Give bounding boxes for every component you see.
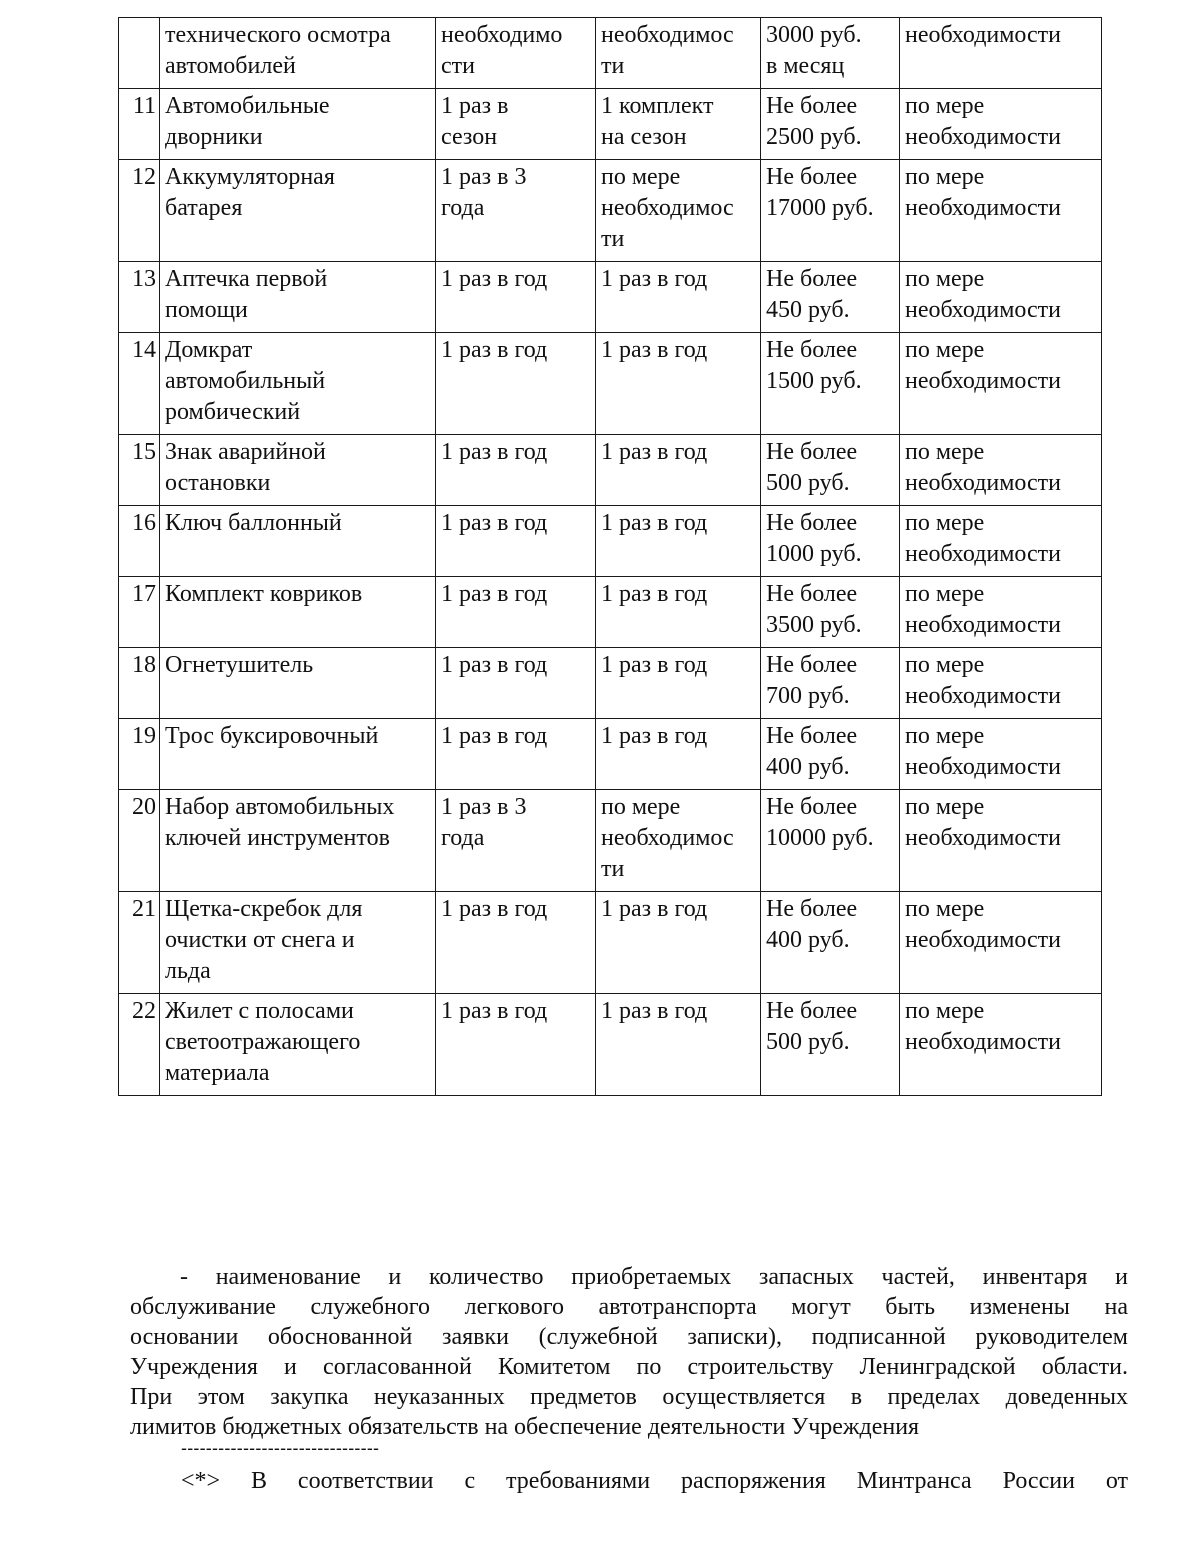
item-name-cell bbox=[160, 89, 436, 160]
table-row bbox=[119, 892, 1102, 994]
cell-text-line: автомобилей bbox=[165, 53, 296, 79]
cell-text-line: Не более bbox=[766, 794, 858, 820]
table-row bbox=[119, 719, 1102, 790]
cell-text-line: Автомобильные bbox=[165, 93, 330, 119]
cell-text-line: 1 раз в год bbox=[441, 581, 548, 607]
cell-text-line: года bbox=[441, 195, 485, 221]
cell-text-line: по мере bbox=[905, 164, 985, 190]
quantity-cell bbox=[596, 719, 761, 790]
cell-text-line: Щетка-скребок для bbox=[165, 896, 363, 922]
cell-text-line: 400 руб. bbox=[766, 927, 850, 953]
cell-text-line: по мере bbox=[905, 998, 985, 1024]
item-name-cell bbox=[160, 577, 436, 648]
cell-text-line: Не более bbox=[766, 337, 858, 363]
quantity-cell bbox=[596, 506, 761, 577]
replacement-cell bbox=[900, 790, 1102, 892]
cell-text-line: 1 комплект bbox=[601, 93, 714, 119]
replacement-cell bbox=[900, 89, 1102, 160]
paragraph-line: - наименование и количество приобретаемых запасных частей, инвентаря и bbox=[180, 1264, 1128, 1290]
cell-text-line: необходимости bbox=[905, 683, 1062, 709]
price-cell bbox=[761, 577, 900, 648]
cell-text-line: 1 раз в год bbox=[441, 337, 548, 363]
cell-text-line: 10000 руб. bbox=[766, 825, 874, 851]
cell-text-line: батарея bbox=[165, 195, 243, 221]
table-row bbox=[119, 577, 1102, 648]
item-name-cell bbox=[160, 262, 436, 333]
cell-text-line: 3000 руб. bbox=[766, 22, 862, 48]
cell-text-line: по мере bbox=[905, 581, 985, 607]
quantity-cell bbox=[596, 333, 761, 435]
cell-text-line: сезон bbox=[441, 124, 498, 150]
quantity-cell bbox=[596, 435, 761, 506]
replacement-cell bbox=[900, 719, 1102, 790]
cell-text-line: 17000 руб. bbox=[766, 195, 874, 221]
frequency-cell bbox=[436, 506, 596, 577]
cell-text-line: в месяц bbox=[766, 53, 845, 79]
cell-text-line: по мере bbox=[905, 723, 985, 749]
cell-text-line: необходимос bbox=[601, 825, 734, 851]
item-name-cell bbox=[160, 18, 436, 89]
frequency-cell bbox=[436, 719, 596, 790]
item-name-cell bbox=[160, 160, 436, 262]
cell-text-line: очистки от снега и bbox=[165, 927, 355, 953]
quantity-cell bbox=[596, 790, 761, 892]
cell-text-line: по мере bbox=[905, 794, 985, 820]
price-cell bbox=[761, 892, 900, 994]
cell-text-line: 1 раз в год bbox=[601, 652, 708, 678]
table-row bbox=[119, 89, 1102, 160]
cell-text-line: 1 раз в год bbox=[441, 510, 548, 536]
table-row bbox=[119, 435, 1102, 506]
cell-text-line: 1 раз в год bbox=[441, 896, 548, 922]
replacement-cell bbox=[900, 648, 1102, 719]
row-number: 22 bbox=[119, 994, 160, 1096]
cell-text-line: 1 раз в bbox=[441, 93, 509, 119]
table-row bbox=[119, 790, 1102, 892]
cell-text-line: Не более bbox=[766, 93, 858, 119]
row-number: 19 bbox=[119, 719, 160, 790]
cell-text-line: 1 раз в 3 bbox=[441, 164, 527, 190]
cell-text-line: технического осмотра bbox=[165, 22, 391, 48]
row-number: 16 bbox=[119, 506, 160, 577]
cell-text-line: необходимости bbox=[905, 297, 1062, 323]
item-name-cell bbox=[160, 994, 436, 1096]
cell-text-line: необходимости bbox=[905, 195, 1062, 221]
cell-text-line: 1 раз в год bbox=[441, 723, 548, 749]
cell-text-line: Не более bbox=[766, 723, 858, 749]
cell-text-line: Не более bbox=[766, 998, 858, 1024]
table-row bbox=[119, 18, 1102, 89]
frequency-cell bbox=[436, 577, 596, 648]
cell-text-line: помощи bbox=[165, 297, 248, 323]
price-cell bbox=[761, 506, 900, 577]
cell-text-line: 500 руб. bbox=[766, 470, 850, 496]
cell-text-line: 1 раз в год bbox=[601, 510, 708, 536]
cell-text-line: на сезон bbox=[601, 124, 687, 150]
cell-text-line: 1 раз в год bbox=[601, 581, 708, 607]
cell-text-line: Не более bbox=[766, 439, 858, 465]
cell-text-line: Аптечка первой bbox=[165, 266, 328, 292]
cell-text-line: необходимости bbox=[905, 368, 1062, 394]
paragraph-line: При этом закупка неуказанных предметов осуществляется в пределах доведенных bbox=[130, 1384, 1128, 1410]
cell-text-line: 1 раз в год bbox=[601, 439, 708, 465]
cell-text-line: 1 раз в год bbox=[441, 998, 548, 1024]
frequency-cell bbox=[436, 892, 596, 994]
row-number bbox=[119, 18, 160, 89]
row-number: 18 bbox=[119, 648, 160, 719]
cell-text-line: Комплект ковриков bbox=[165, 581, 363, 607]
cell-text-line: необходимости bbox=[905, 470, 1062, 496]
cell-text-line: необходимости bbox=[905, 754, 1062, 780]
row-number: 14 bbox=[119, 333, 160, 435]
cell-text-line: Не более bbox=[766, 266, 858, 292]
quantity-cell bbox=[596, 577, 761, 648]
price-cell bbox=[761, 719, 900, 790]
cell-text-line: 1 раз в год bbox=[601, 998, 708, 1024]
cell-text-line: ключей инструментов bbox=[165, 825, 390, 851]
cell-text-line: года bbox=[441, 825, 485, 851]
cell-text-line: необходимости bbox=[905, 927, 1062, 953]
cell-text-line: Не более bbox=[766, 652, 858, 678]
cell-text-line: Домкрат bbox=[165, 337, 253, 363]
cell-text-line: необходимос bbox=[601, 22, 734, 48]
price-cell bbox=[761, 648, 900, 719]
price-cell bbox=[761, 333, 900, 435]
price-cell bbox=[761, 994, 900, 1096]
cell-text-line: Набор автомобильных bbox=[165, 794, 395, 820]
price-cell bbox=[761, 435, 900, 506]
cell-text-line: Не более bbox=[766, 581, 858, 607]
frequency-cell bbox=[436, 435, 596, 506]
cell-text-line: по мере bbox=[905, 896, 985, 922]
cell-text-line: ти bbox=[601, 53, 625, 79]
item-name-cell bbox=[160, 333, 436, 435]
cell-text-line: сти bbox=[441, 53, 475, 79]
cell-text-line: ти bbox=[601, 226, 625, 252]
table-row bbox=[119, 994, 1102, 1096]
cell-text-line: необходимости bbox=[905, 1029, 1062, 1055]
row-number: 15 bbox=[119, 435, 160, 506]
frequency-cell bbox=[436, 160, 596, 262]
cell-text-line: 1 раз в год bbox=[441, 266, 548, 292]
cell-text-line: светоотражающего bbox=[165, 1029, 361, 1055]
item-name-cell bbox=[160, 790, 436, 892]
replacement-cell bbox=[900, 994, 1102, 1096]
cell-text-line: по мере bbox=[905, 510, 985, 536]
paragraph-line: основании обоснованной заявки (служебной записки), подписанной руководителем bbox=[130, 1324, 1128, 1350]
cell-text-line: необходимо bbox=[441, 22, 563, 48]
cell-text-line: дворники bbox=[165, 124, 263, 150]
cell-text-line: 500 руб. bbox=[766, 1029, 850, 1055]
cell-text-line: 1 раз в год bbox=[601, 266, 708, 292]
price-cell bbox=[761, 18, 900, 89]
cell-text-line: ти bbox=[601, 856, 625, 882]
quantity-cell bbox=[596, 89, 761, 160]
footnote-text: <*> В соответствии с требованиями распоряжения Минтранса России от bbox=[181, 1468, 1128, 1494]
replacement-cell bbox=[900, 577, 1102, 648]
cell-text-line: по мере bbox=[601, 794, 681, 820]
cell-text-line: по мере bbox=[905, 652, 985, 678]
cell-text-line: 1500 руб. bbox=[766, 368, 862, 394]
paragraph-line: Учреждения и согласованной Комитетом по строительству Ленинградской области. bbox=[130, 1354, 1128, 1380]
cell-text-line: необходимости bbox=[905, 124, 1062, 150]
row-number: 21 bbox=[119, 892, 160, 994]
frequency-cell bbox=[436, 333, 596, 435]
frequency-cell bbox=[436, 648, 596, 719]
cell-text-line: 1 раз в год bbox=[441, 439, 548, 465]
quantity-cell bbox=[596, 262, 761, 333]
cell-text-line: по мере bbox=[601, 164, 681, 190]
price-cell bbox=[761, 160, 900, 262]
cell-text-line: по мере bbox=[905, 337, 985, 363]
replacement-cell bbox=[900, 333, 1102, 435]
cell-text-line: автомобильный bbox=[165, 368, 326, 394]
cell-text-line: 1 раз в год bbox=[601, 723, 708, 749]
table-row bbox=[119, 262, 1102, 333]
cell-text-line: 700 руб. bbox=[766, 683, 850, 709]
row-number: 20 bbox=[119, 790, 160, 892]
item-name-cell bbox=[160, 719, 436, 790]
replacement-cell bbox=[900, 435, 1102, 506]
frequency-cell bbox=[436, 18, 596, 89]
cell-text-line: Знак аварийной bbox=[165, 439, 326, 465]
table-body bbox=[119, 18, 1102, 1096]
quantity-cell bbox=[596, 160, 761, 262]
cell-text-line: материала bbox=[165, 1060, 270, 1086]
table-row bbox=[119, 648, 1102, 719]
quantity-cell bbox=[596, 648, 761, 719]
cell-text-line: необходимости bbox=[905, 22, 1062, 48]
cell-text-line: 2500 руб. bbox=[766, 124, 862, 150]
cell-text-line: 1 раз в год bbox=[601, 896, 708, 922]
replacement-cell bbox=[900, 18, 1102, 89]
replacement-cell bbox=[900, 262, 1102, 333]
cell-text-line: по мере bbox=[905, 439, 985, 465]
replacement-cell bbox=[900, 892, 1102, 994]
price-cell bbox=[761, 262, 900, 333]
item-name-cell bbox=[160, 506, 436, 577]
cell-text-line: Аккумуляторная bbox=[165, 164, 335, 190]
replacement-cell bbox=[900, 160, 1102, 262]
cell-text-line: ромбический bbox=[165, 399, 301, 425]
cell-text-line: 450 руб. bbox=[766, 297, 850, 323]
paragraph-line: лимитов бюджетных обязательств на обеспечение деятельности Учреждения bbox=[130, 1414, 920, 1440]
quantity-cell bbox=[596, 994, 761, 1096]
row-number: 12 bbox=[119, 160, 160, 262]
cell-text-line: 1 раз в 3 bbox=[441, 794, 527, 820]
table-row bbox=[119, 506, 1102, 577]
cell-text-line: 400 руб. bbox=[766, 754, 850, 780]
cell-text-line: необходимос bbox=[601, 195, 734, 221]
supplies-norms-table bbox=[118, 17, 1102, 1096]
item-name-cell bbox=[160, 435, 436, 506]
cell-text-line: Не более bbox=[766, 896, 858, 922]
cell-text-line: Жилет с полосами bbox=[165, 998, 354, 1024]
cell-text-line: 1000 руб. bbox=[766, 541, 862, 567]
cell-text-line: Огнетушитель bbox=[165, 652, 314, 678]
cell-text-line: по мере bbox=[905, 93, 985, 119]
cell-text-line: 3500 руб. bbox=[766, 612, 862, 638]
cell-text-line: Трос буксировочный bbox=[165, 723, 379, 749]
cell-text-line: Не более bbox=[766, 510, 858, 536]
cell-text-line: необходимости bbox=[905, 825, 1062, 851]
quantity-cell bbox=[596, 18, 761, 89]
item-name-cell bbox=[160, 892, 436, 994]
table-row bbox=[119, 160, 1102, 262]
price-cell bbox=[761, 89, 900, 160]
item-name-cell bbox=[160, 648, 436, 719]
cell-text-line: льда bbox=[165, 958, 211, 984]
cell-text-line: остановки bbox=[165, 470, 271, 496]
row-number: 13 bbox=[119, 262, 160, 333]
cell-text-line: необходимости bbox=[905, 612, 1062, 638]
frequency-cell bbox=[436, 89, 596, 160]
replacement-cell bbox=[900, 506, 1102, 577]
paragraph-line: обслуживание служебного легкового автотранспорта могут быть изменены на bbox=[130, 1294, 1128, 1320]
note-paragraph bbox=[130, 1262, 1128, 1442]
cell-text-line: по мере bbox=[905, 266, 985, 292]
cell-text-line: Не более bbox=[766, 164, 858, 190]
quantity-cell bbox=[596, 892, 761, 994]
cell-text-line: 1 раз в год bbox=[601, 337, 708, 363]
price-cell bbox=[761, 790, 900, 892]
frequency-cell bbox=[436, 994, 596, 1096]
frequency-cell bbox=[436, 790, 596, 892]
footnote-separator: -------------------------------- bbox=[181, 1438, 380, 1458]
cell-text-line: необходимости bbox=[905, 541, 1062, 567]
cell-text-line: 1 раз в год bbox=[441, 652, 548, 678]
frequency-cell bbox=[436, 262, 596, 333]
row-number: 11 bbox=[119, 89, 160, 160]
table-row bbox=[119, 333, 1102, 435]
row-number: 17 bbox=[119, 577, 160, 648]
cell-text-line: Ключ баллонный bbox=[165, 510, 342, 536]
